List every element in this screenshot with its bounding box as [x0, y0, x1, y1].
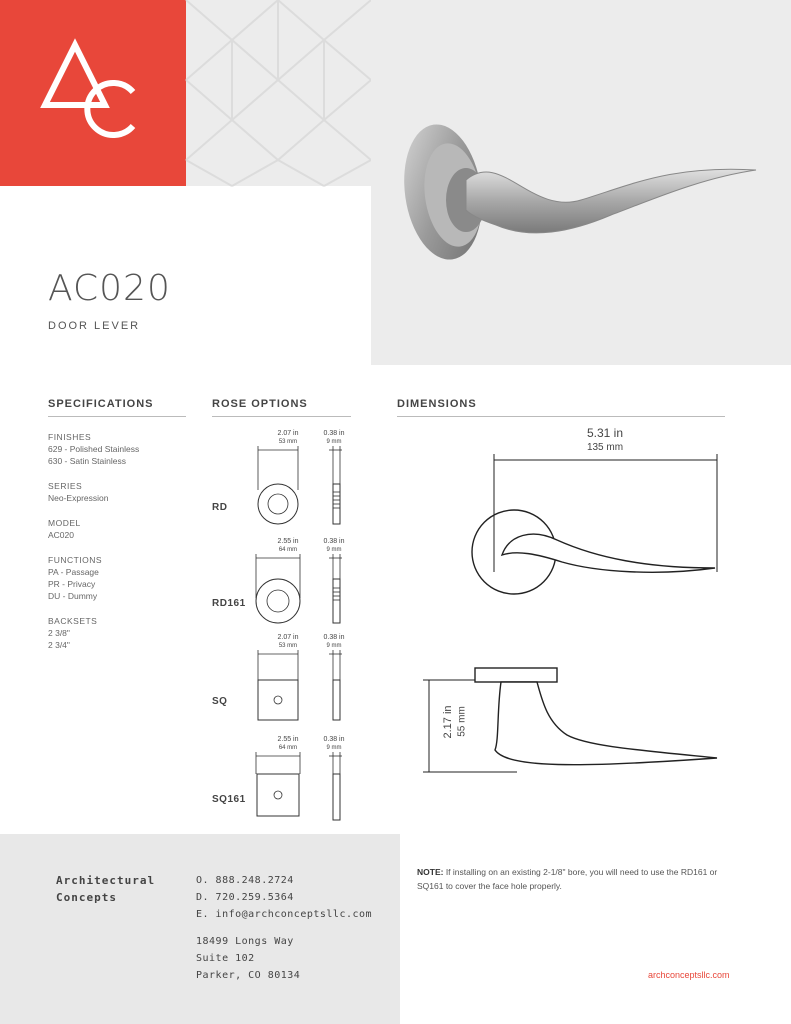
- height-label-mm: 55 mm: [456, 706, 468, 737]
- rd161-rose-drawing: [212, 538, 362, 638]
- rose-name: SQ161: [212, 794, 246, 805]
- direct-phone[interactable]: D. 720.259.5364: [196, 892, 294, 903]
- rose-depth-in: 0.38 in: [323, 634, 345, 641]
- rose-width-in: 2.07 in: [277, 634, 299, 641]
- rose-option-rd: [212, 430, 362, 530]
- address-line1: 18499 Longs Way: [196, 936, 294, 947]
- ac-logo-icon: [0, 0, 186, 186]
- spec-model: MODEL AC020: [48, 518, 81, 540]
- spec-backsets: BACKSETS 2 3/8" 2 3/4": [48, 616, 98, 650]
- rose-name: SQ: [212, 696, 228, 707]
- address-line3: Parker, CO 80134: [196, 970, 301, 981]
- rose-name: RD161: [212, 598, 246, 609]
- product-type: DOOR LEVER: [48, 320, 141, 332]
- rose-option-sq: [212, 634, 362, 734]
- page-title: AC020: [48, 268, 171, 309]
- note-text: If installing on an existing 2-1/8" bore, you will need to use the RD161 or SQ161 to cover the face hole properly.: [417, 867, 718, 891]
- door-lever-photo: [371, 0, 791, 365]
- spec-series: SERIES Neo-Expression: [48, 481, 109, 503]
- rose-width-in: 2.55 in: [277, 538, 299, 545]
- spec-list: [48, 431, 186, 664]
- rose-width-mm: 64 mm: [278, 547, 298, 553]
- email-link[interactable]: E. info@archconceptsllc.com: [196, 909, 373, 920]
- height-label-in: 2.17 in: [442, 705, 454, 739]
- sq161-rose-drawing: [212, 736, 362, 836]
- note-label: NOTE:: [417, 867, 444, 877]
- rose-depth-mm: 9 mm: [326, 439, 342, 445]
- rd-rose-drawing: [212, 430, 362, 530]
- spec-finishes: FINISHES 629 - Polished Stainless 630 - Satin Stainless: [48, 432, 140, 466]
- decorative-pattern: [186, 0, 371, 186]
- company-name-line1: Architectural: [56, 874, 156, 887]
- install-note: [417, 865, 737, 893]
- rose-depth-in: 0.38 in: [323, 430, 345, 437]
- triangle-pattern-icon: [186, 0, 371, 186]
- rose-name: RD: [212, 502, 228, 513]
- rose-option-sq161: [212, 736, 362, 836]
- company-name-line2: Concepts: [56, 891, 117, 904]
- address-line2: Suite 102: [196, 953, 255, 964]
- rose-option-rd161: [212, 538, 362, 638]
- sq-rose-drawing: [212, 634, 362, 734]
- rose-width-mm: 64 mm: [278, 745, 298, 751]
- footer-contact-panel: [0, 834, 400, 1024]
- product-photo-panel: [371, 0, 791, 365]
- rose-width-in: 2.07 in: [277, 430, 299, 437]
- rose-depth-in: 0.38 in: [323, 538, 345, 545]
- spec-functions: FUNCTIONS PA - Passage PR - Privacy DU - Dummy: [48, 555, 103, 601]
- rose-options-heading: ROSE OPTIONS: [212, 398, 351, 417]
- office-phone[interactable]: O. 888.248.2724: [196, 875, 294, 886]
- dimensions-heading: DIMENSIONS: [397, 398, 725, 417]
- rose-width-mm: 53 mm: [278, 439, 298, 445]
- length-label-mm: 135 mm: [586, 442, 624, 453]
- rose-width-mm: 53 mm: [278, 643, 298, 649]
- rose-depth-in: 0.38 in: [323, 736, 345, 743]
- specifications-heading: SPECIFICATIONS: [48, 398, 186, 417]
- website-link[interactable]: archconceptsllc.com: [648, 970, 730, 980]
- rose-depth-mm: 9 mm: [326, 643, 342, 649]
- rose-width-in: 2.55 in: [277, 736, 299, 743]
- length-label-in: 5.31 in: [586, 426, 624, 440]
- brand-logo-block: [0, 0, 186, 186]
- rose-depth-mm: 9 mm: [326, 547, 342, 553]
- rose-depth-mm: 9 mm: [326, 745, 342, 751]
